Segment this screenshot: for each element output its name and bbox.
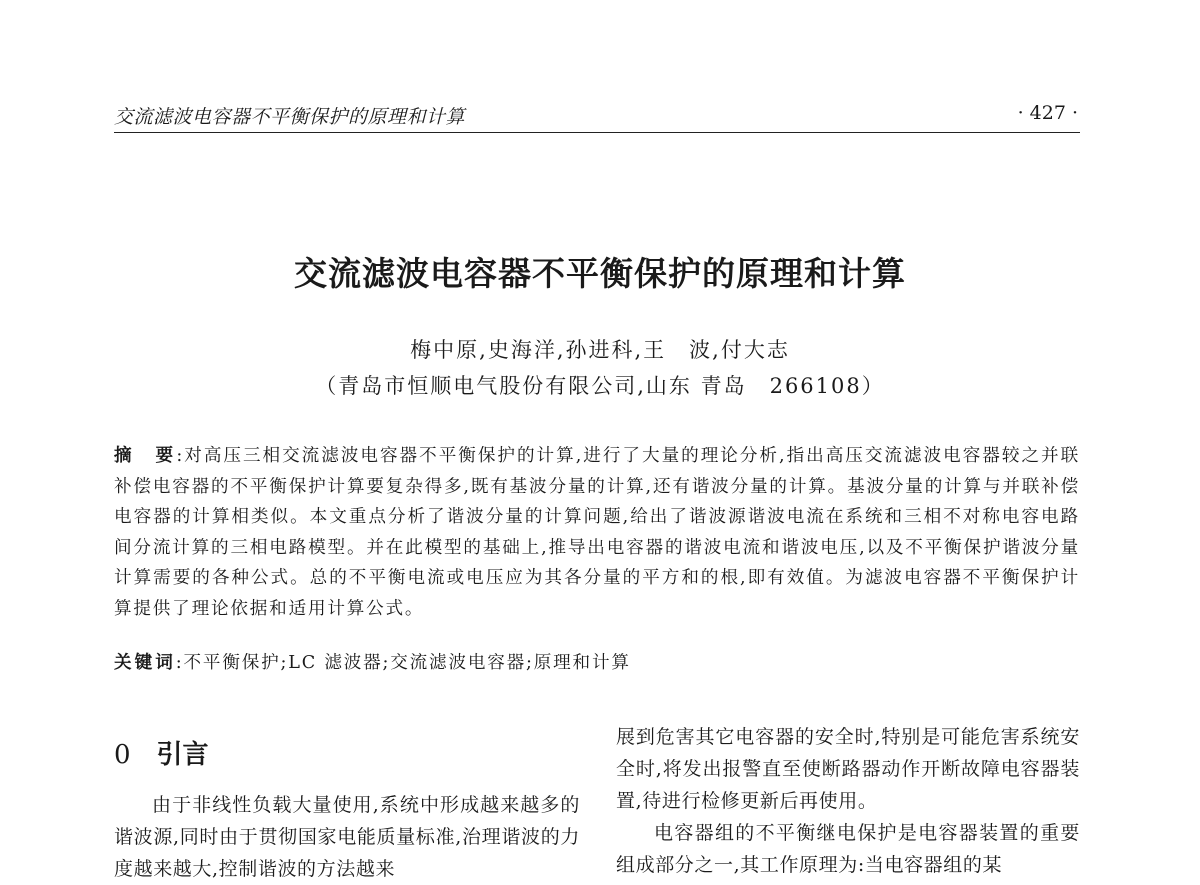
affiliation: （青岛市恒顺电气股份有限公司,山东 青岛 266108） [315, 374, 885, 398]
paper-title: 交流滤波电容器不平衡保护的原理和计算 [294, 254, 906, 293]
keywords [114, 648, 1080, 679]
section-heading [114, 734, 209, 771]
abstract-text: 对高压三相交流滤波电容器不平衡保护的计算,进行了大量的理论分析,指出高压交流滤波电容器较之并联补偿电容器的不平衡保护计算要复杂得多,既有基波分量的计算,还有谐波分量的计算。基波分量的计算与并联补偿电容器的计算相类似。本文重点分析了谐波分量的计算问题,给出了谐波源谐波电流在系统和三相不对称电容电路间分流计算的三相电路模型。并在此模型的基础上,推导出电容器的谐波电流和谐波电压,以及不平衡保护谐波分量计算需要的各种公式。总的不平衡电流或电压应为其各分量的平方和的根,即有效值。为滤波电容器不平衡保护计算提供了理论依据和适用计算公式。 [114, 446, 1080, 619]
running-title: 交流滤波电容器不平衡保护的原理和计算 [114, 106, 466, 128]
author-list: 梅中原,史海洋,孙进科,王 波,付大志 [410, 338, 790, 362]
section-title: 引言 [156, 740, 209, 770]
abstract-label: 摘 要 [114, 446, 177, 466]
page-number: · 427 · [1017, 102, 1078, 124]
abstract [114, 441, 1080, 624]
body-paragraph: 展到危害其它电容器的安全时,特别是可能危害系统安全时,将发出报警直至使断路器动作开断故障电容器装置,待进行检修更新后再使用。 [616, 726, 1080, 812]
right-column [616, 721, 1080, 881]
keywords-text: 不平衡保护;LC 滤波器;交流滤波电容器;原理和计算 [183, 653, 631, 673]
body-paragraph: 由于非线性负载大量使用,系统中形成越来越多的谐波源,同时由于贯彻国家电能质量标准,治理谐波的力度越来越大,控制谐波的方法越来 [114, 794, 580, 880]
running-header [114, 98, 1080, 133]
section-number: 0 [114, 740, 131, 770]
body-paragraph: 电容器组的不平衡继电保护是电容器装置的重要组成部分之一,其工作原理为:当电容器组的某 [616, 822, 1080, 876]
abstract-colon: : [176, 446, 185, 466]
left-column [114, 789, 580, 885]
keywords-colon: : [175, 653, 184, 673]
keywords-label: 关键词 [114, 653, 176, 673]
